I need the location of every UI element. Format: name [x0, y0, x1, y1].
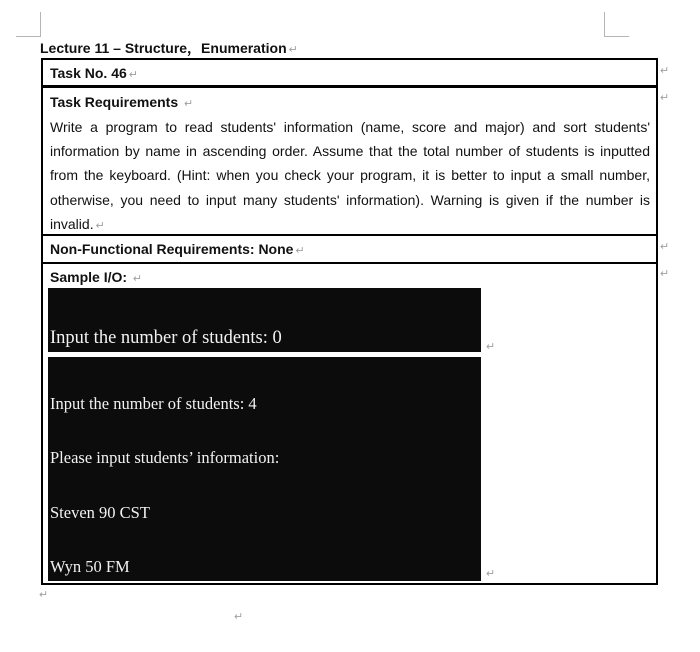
paragraph-mark-icon: ↵	[486, 568, 496, 580]
paragraph-mark-icon: ↵	[184, 98, 194, 110]
console-output-invalid	[48, 288, 481, 352]
paragraph-mark-icon: ↵	[128, 69, 138, 81]
row-end-mark-icon: ↵	[660, 92, 670, 104]
row-end-mark-icon: ↵	[660, 65, 670, 77]
paragraph-mark-icon: ↵	[295, 245, 305, 257]
non-functional-text: Non-Functional Requirements: None	[50, 241, 294, 257]
task-requirements-title	[50, 94, 193, 110]
console-line: Input the number of students: 0	[50, 328, 282, 348]
non-functional-cell	[41, 234, 658, 264]
task-requirements-body	[50, 115, 650, 238]
paragraph-mark-icon: ↵	[234, 611, 244, 623]
lecture-heading-text: Lecture 11 – Structure，Enumeration	[40, 40, 287, 56]
console-line: Wyn 50 FM	[50, 557, 130, 577]
console-line: Input the number of students: 4	[50, 394, 257, 414]
paragraph-mark-icon: ↵	[95, 219, 105, 232]
row-end-mark-icon: ↵	[660, 241, 670, 253]
page-corner-top-left	[16, 12, 41, 37]
task-requirements-text: Write a program to read students' information (name, score and major) and sort students' information by name in ascending order. Assume that the total number of students is inputted from the keyboard. (Hint: when you check your program, it is better to input a small number, otherwise, you need to input many students' information). Warning is given if the number is invalid.	[50, 119, 650, 232]
task-requirements-title-text: Task Requirements	[50, 94, 179, 110]
sample-io-cell	[41, 262, 658, 585]
paragraph-mark-icon: ↵	[132, 273, 143, 285]
page-corner-top-right	[604, 12, 629, 37]
sample-io-title	[50, 269, 142, 285]
console-line: Please input students’ information:	[50, 448, 280, 468]
paragraph-mark-icon: ↵	[39, 589, 49, 601]
non-functional-requirements	[50, 241, 305, 257]
row-end-mark-icon: ↵	[660, 268, 670, 280]
lecture-heading	[40, 38, 298, 58]
task-number-text: Task No. 46	[50, 65, 127, 81]
console-output-sorted	[48, 357, 481, 581]
console-line: Steven 90 CST	[50, 502, 150, 522]
paragraph-mark-icon: ↵	[486, 341, 496, 353]
sample-io-title-text: Sample I/O:	[50, 269, 128, 285]
task-number-cell	[41, 58, 658, 87]
paragraph-mark-icon: ↵	[288, 44, 298, 56]
task-requirements-cell	[41, 86, 658, 236]
task-number	[50, 65, 138, 81]
